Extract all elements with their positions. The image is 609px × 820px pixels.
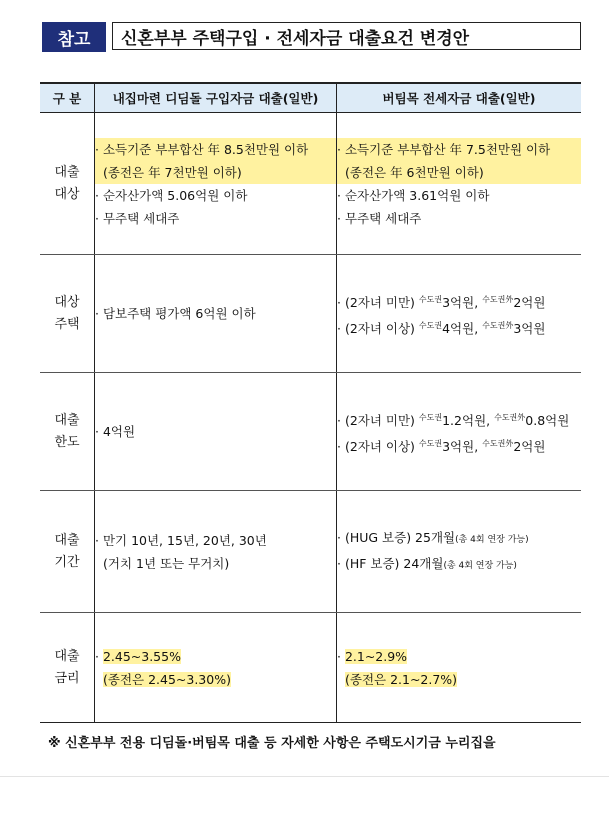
list-item: · 2.45~3.55% (95, 648, 181, 664)
footnote: ※ 신혼부부 전용 디딤돌·버팀목 대출 등 자세한 사항은 주택도시기금 누리집을 (48, 736, 496, 751)
table-row-loan-limit (40, 373, 581, 491)
list-item: · 2.1~2.9% (337, 648, 408, 664)
list-item: · 무주택 세대주 (337, 210, 422, 226)
table-row-eligibility (40, 113, 581, 255)
list-item: · (2자녀 미만) $^{수도권}$1.2억원, $^{수도권外}$0.8억원 (337, 412, 570, 428)
page-divider (0, 776, 609, 777)
list-item: · 소득기준 부부합산 年 7.5천만원 이하 (337, 138, 581, 161)
list-item: · 순자산가액 3.61억원 이하 (337, 187, 490, 203)
table-row-interest-rate (40, 613, 581, 723)
beotimmok-term-cell (337, 491, 582, 613)
didimdol-rate-cell (95, 613, 337, 723)
table-row-target-housing (40, 255, 581, 373)
reference-tag: 참고 (42, 22, 106, 52)
row-label: 대상 주택 (40, 255, 95, 373)
header-didimdol: 내집마련 디딤돌 구입자금 대출(일반) (95, 83, 337, 113)
list-item: (거치 1년 또는 무거치) (103, 555, 230, 571)
list-item: · 소득기준 부부합산 年 8.5천만원 이하 (95, 138, 336, 161)
list-item: · (HUG 보증) 25개월(총 4회 연장 가능) (337, 529, 529, 545)
list-item: · 담보주택 평가액 6억원 이하 (95, 306, 256, 321)
beotimmok-limit-cell (337, 373, 582, 491)
table-row-loan-term (40, 491, 581, 613)
list-item: · (HF 보증) 24개월(총 4회 연장 가능) (337, 555, 517, 571)
list-item: · (2자녀 미만) $^{수도권}$3억원, $^{수도권外}$2억원 (337, 294, 546, 310)
didimdol-housing-cell (95, 255, 337, 373)
beotimmok-housing-cell (337, 255, 582, 373)
beotimmok-rate-cell (337, 613, 582, 723)
list-item: · 4억원 (95, 424, 136, 439)
list-item: (종전은 2.1~2.7%) (345, 671, 458, 687)
list-item: (종전은 年 7천만원 이하) (95, 161, 336, 184)
header-beotimmok: 버팀목 전세자금 대출(일반) (337, 83, 582, 113)
didimdol-limit-cell (95, 373, 337, 491)
didimdol-term-cell (95, 491, 337, 613)
document-title: 신혼부부 주택구입 · 전세자금 대출요건 변경안 (112, 22, 581, 50)
list-item: (종전은 2.45~3.30%) (103, 671, 231, 687)
list-item: (종전은 年 6천만원 이하) (337, 161, 581, 184)
row-label: 대출 한도 (40, 373, 95, 491)
list-item: · 순자산가액 5.06억원 이하 (95, 187, 248, 203)
row-label: 대출 금리 (40, 613, 95, 723)
loan-requirements-table (40, 82, 581, 723)
list-item: · (2자녀 이상) $^{수도권}$3억원, $^{수도권外}$2억원 (337, 438, 546, 454)
row-label: 대출 대상 (40, 113, 95, 255)
table-header-row (40, 83, 581, 113)
row-label: 대출 기간 (40, 491, 95, 613)
list-item: · (2자녀 이상) $^{수도권}$4억원, $^{수도권外}$3억원 (337, 320, 546, 336)
list-item: · 무주택 세대주 (95, 210, 180, 226)
list-item: · 만기 10년, 15년, 20년, 30년 (95, 532, 267, 548)
header-category: 구 분 (40, 83, 95, 113)
beotimmok-eligibility-cell (337, 113, 582, 255)
didimdol-eligibility-cell (95, 113, 337, 255)
